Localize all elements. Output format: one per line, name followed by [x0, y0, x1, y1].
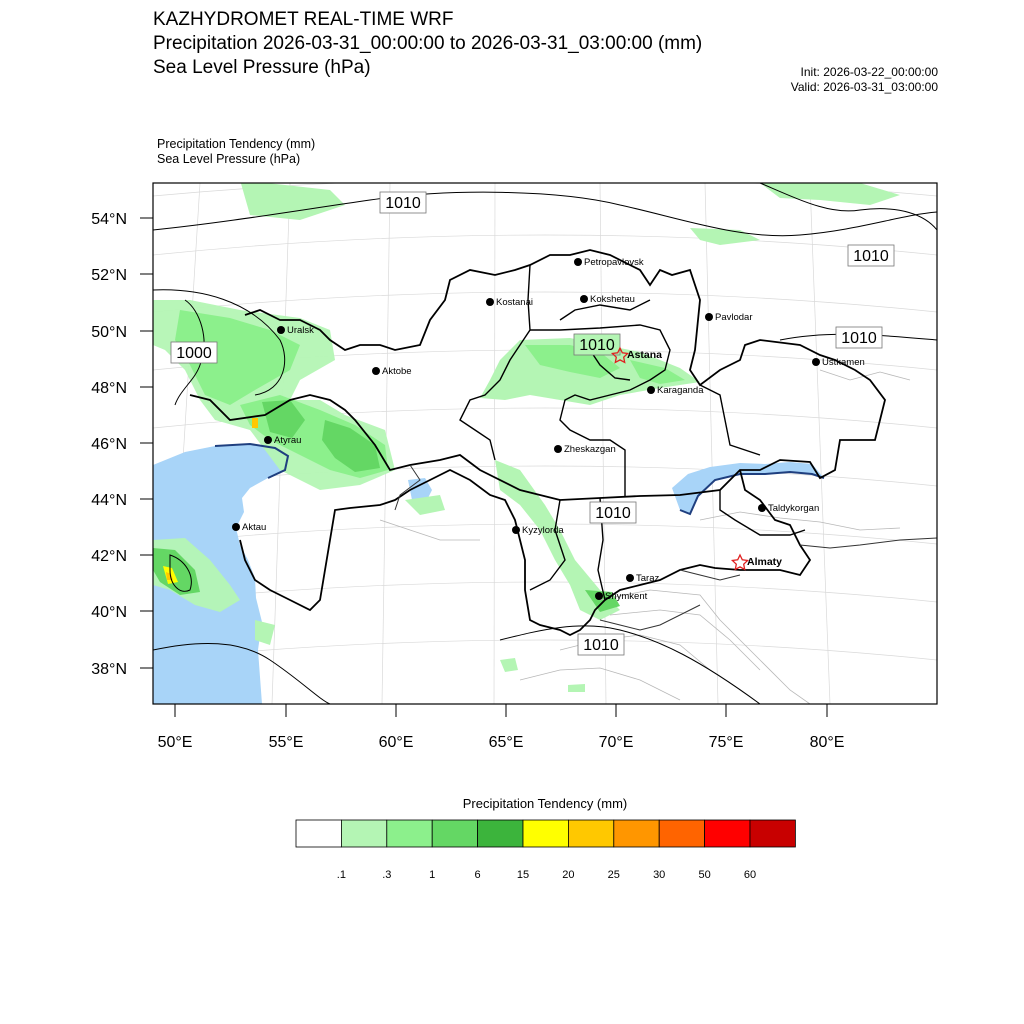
colorbar-swatch [478, 820, 523, 847]
isobar-label-text: 1010 [841, 330, 877, 347]
regional-borders [460, 265, 805, 600]
city-label: Taldykorgan [768, 503, 820, 514]
city-label: Kostanai [496, 297, 533, 308]
lat-label: 48°N [91, 380, 127, 397]
isobar-label [574, 334, 620, 355]
city-marker [372, 366, 412, 377]
colorbar-swatch [296, 820, 341, 847]
legend-title: Precipitation Tendency (mm) [462, 796, 628, 811]
isobar-label [380, 192, 426, 213]
lat-labels [91, 211, 127, 678]
city-marker [812, 357, 865, 368]
isobar-label-text: 1010 [579, 337, 615, 354]
capital-star-icon [732, 555, 782, 569]
init-time: Init: 2026-03-22_00:00:00 [800, 65, 938, 79]
lat-label: 40°N [91, 604, 127, 621]
lat-label: 54°N [91, 211, 127, 228]
city-label: Taraz [636, 573, 660, 584]
city-label: Uralsk [287, 325, 314, 336]
colorbar-tick-label: .1 [336, 869, 346, 881]
lon-label: 50°E [157, 734, 193, 751]
colorbar-swatch [705, 820, 750, 847]
precip-period-title: Precipitation 2026-03-31_00:00:00 to 2026-03-31_03:00:00 (mm) [153, 33, 703, 54]
lon-label: 75°E [708, 734, 744, 751]
isobar-label-text: 1010 [853, 248, 889, 265]
slp-title: Sea Level Pressure (hPa) [153, 57, 371, 78]
city-label: Petropavlovsk [584, 257, 644, 268]
lon-label: 60°E [378, 734, 414, 751]
colorbar-swatch [614, 820, 659, 847]
lon-ticks [175, 704, 827, 717]
lat-label: 46°N [91, 436, 127, 453]
colorbar-tick-label: 1 [429, 869, 436, 881]
isobar-label-text: 1010 [385, 195, 421, 212]
city-marker [486, 297, 533, 308]
city-label: Almaty [747, 556, 783, 568]
country-borders [395, 465, 937, 630]
precipitation-field [153, 180, 900, 692]
isobar-label [171, 342, 217, 363]
city-marker [758, 503, 819, 514]
colorbar-tick-label: 60 [743, 869, 757, 881]
colorbar-tick-label: 6 [474, 869, 481, 881]
city-marker [580, 294, 635, 305]
lat-label: 38°N [91, 661, 127, 678]
city-label: Aktobe [382, 366, 412, 377]
colorbar-tick-label: 30 [653, 869, 666, 881]
colorbar-swatch [659, 820, 704, 847]
isobar-label [578, 634, 624, 655]
colorbar-swatch [568, 820, 613, 847]
lat-label: 50°N [91, 324, 127, 341]
city-marker [626, 573, 659, 584]
city-label: Aktau [242, 522, 267, 533]
city-label: Ustkamen [822, 357, 865, 368]
lon-label: 70°E [598, 734, 634, 751]
lon-label: 65°E [488, 734, 524, 751]
colorbar-swatch [387, 820, 432, 847]
lat-ticks [140, 218, 153, 668]
colorbar-swatch [341, 820, 386, 847]
city-marker [512, 525, 564, 536]
isobar-label [848, 245, 894, 266]
valid-time: Valid: 2026-03-31_03:00:00 [790, 80, 938, 94]
colorbar-swatch [432, 820, 477, 847]
city-label: Pavlodar [715, 312, 753, 323]
colorbar-tick-label: .3 [382, 869, 392, 881]
city-label: Zheskazgan [564, 444, 616, 455]
colorbar-tick-label: 50 [698, 869, 711, 881]
lat-label: 42°N [91, 548, 127, 565]
colorbar-swatch [750, 820, 795, 847]
city-marker [574, 257, 644, 268]
lon-label: 80°E [809, 734, 845, 751]
city-marker [232, 522, 266, 533]
isobar-label-text: 1010 [583, 637, 619, 654]
lon-label: 55°E [268, 734, 304, 751]
city-label: Kyzylorda [522, 525, 564, 536]
colorbar-tick-label: 20 [562, 869, 575, 881]
field-label-precip: Precipitation Tendency (mm) [157, 137, 316, 151]
colorbar-tick-label: 25 [607, 869, 620, 881]
colorbar-tick-labels [337, 869, 756, 881]
chart-title: KAZHYDROMET REAL-TIME WRF [153, 9, 454, 30]
field-label-slp: Sea Level Pressure (hPa) [157, 152, 301, 166]
lat-label: 44°N [91, 492, 127, 509]
lon-labels [158, 734, 845, 751]
isobar-label-text: 1010 [595, 505, 631, 522]
colorbar-tick-label: 15 [516, 869, 530, 881]
city-label: Astana [627, 349, 663, 361]
city-marker [554, 444, 616, 455]
isobar-label [836, 327, 882, 348]
city-label: Kokshetau [590, 294, 635, 305]
colorbar [296, 820, 795, 847]
colorbar-swatch [523, 820, 568, 847]
city-marker [705, 312, 753, 323]
lat-label: 52°N [91, 267, 127, 284]
isobar-label [590, 502, 636, 523]
city-label: Atyrau [274, 435, 302, 446]
city-label: Karaganda [657, 385, 704, 396]
city-label: Shymkent [605, 591, 648, 602]
isobar-label-text: 1000 [176, 345, 212, 362]
